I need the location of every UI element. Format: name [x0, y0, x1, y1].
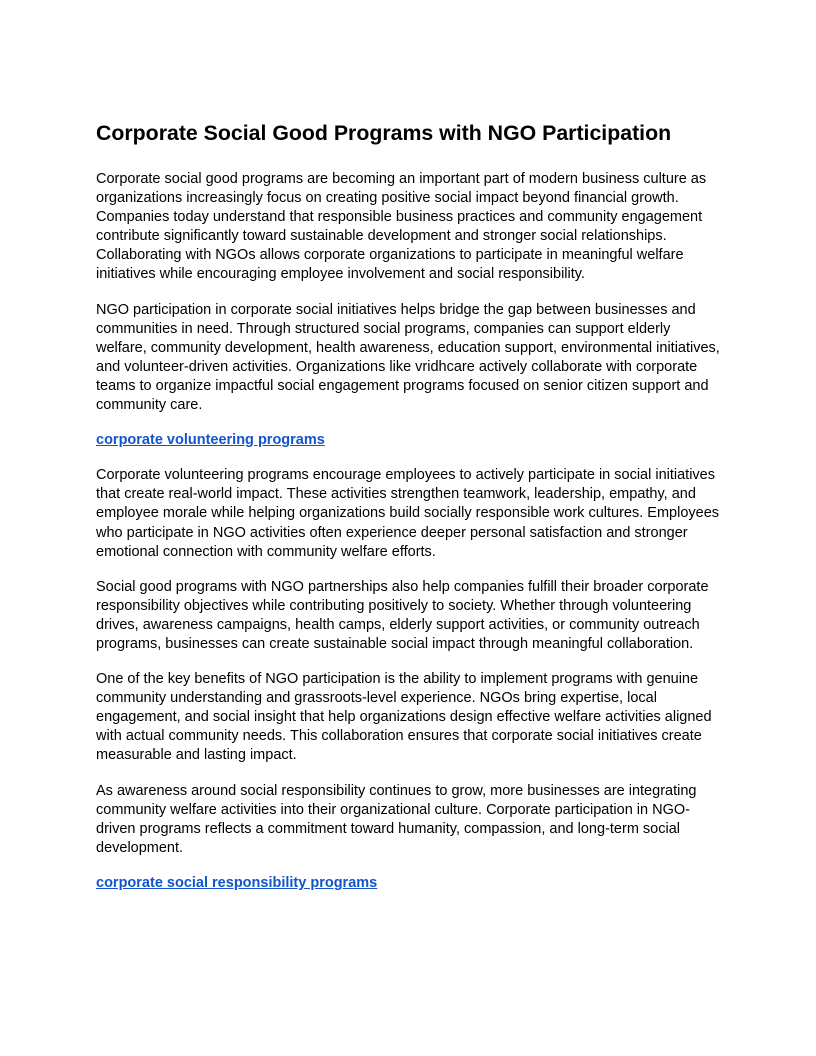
document-title: Corporate Social Good Programs with NGO Participation: [96, 121, 672, 145]
paragraph-ngo-participation: NGO participation in corporate social initiatives helps bridge the gap between businesses and communities in need. Through structured social programs, companies can support elderly welfare, community development, health awareness, education support, environmental initiatives, and volunteer-driven activities. Organizations like vridhcare actively collaborate with corporate teams to organize impactful social engagement programs focused on senior citizen support and community care.: [96, 301, 720, 414]
paragraph-intro: Corporate social good programs are becoming an important part of modern business culture as organizations increasingly focus on creating positive social impact beyond financial growth. Companies today understand that responsible business practices and community engagement contribute significantly toward sustainable development and stronger social relationships. Collaborating with NGOs allows corporate organizations to participate in meaningful welfare initiatives while encouraging employee involvement and social responsibility.: [96, 171, 707, 283]
paragraph-partnerships: Social good programs with NGO partnerships also help companies fulfill their broader corporate responsibility objectives while contributing positively to society. Whether through volunteering drives, awareness campaigns, health camps, elderly support activities, or community outreach programs, businesses can create sustainable social impact through meaningful collaboration.: [96, 578, 709, 652]
paragraph-benefits: One of the key benefits of NGO participation is the ability to implement programs with genuine community understanding and grassroots-level experience. NGOs bring expertise, local engagement, and social insight that help organizations design effective welfare activities aligned with actual community needs. This collaboration ensures that corporate social initiatives create measurable and lasting impact.: [96, 671, 712, 764]
link-paragraph-csr: [96, 874, 722, 893]
paragraph-awareness: As awareness around social responsibility continues to grow, more businesses are integrating community welfare activities into their organizational culture. Corporate participation in NGO-driven programs reflects a commitment toward humanity, compassion, and long-term social development.: [96, 782, 697, 856]
document-page: [96, 118, 722, 909]
paragraph-volunteering: Corporate volunteering programs encourage employees to actively participate in social initiatives that create real-world impact. These activities strengthen teamwork, leadership, empathy, and employee morale while helping organizations build socially responsible work cultures. Employees who participate in NGO activities often experience deeper personal satisfaction and stronger emotional connection with community welfare efforts.: [96, 467, 720, 560]
volunteering-programs-link[interactable]: corporate volunteering programs: [96, 432, 325, 449]
csr-programs-link[interactable]: corporate social responsibility programs: [96, 874, 378, 891]
link-paragraph-volunteering: [96, 431, 722, 450]
